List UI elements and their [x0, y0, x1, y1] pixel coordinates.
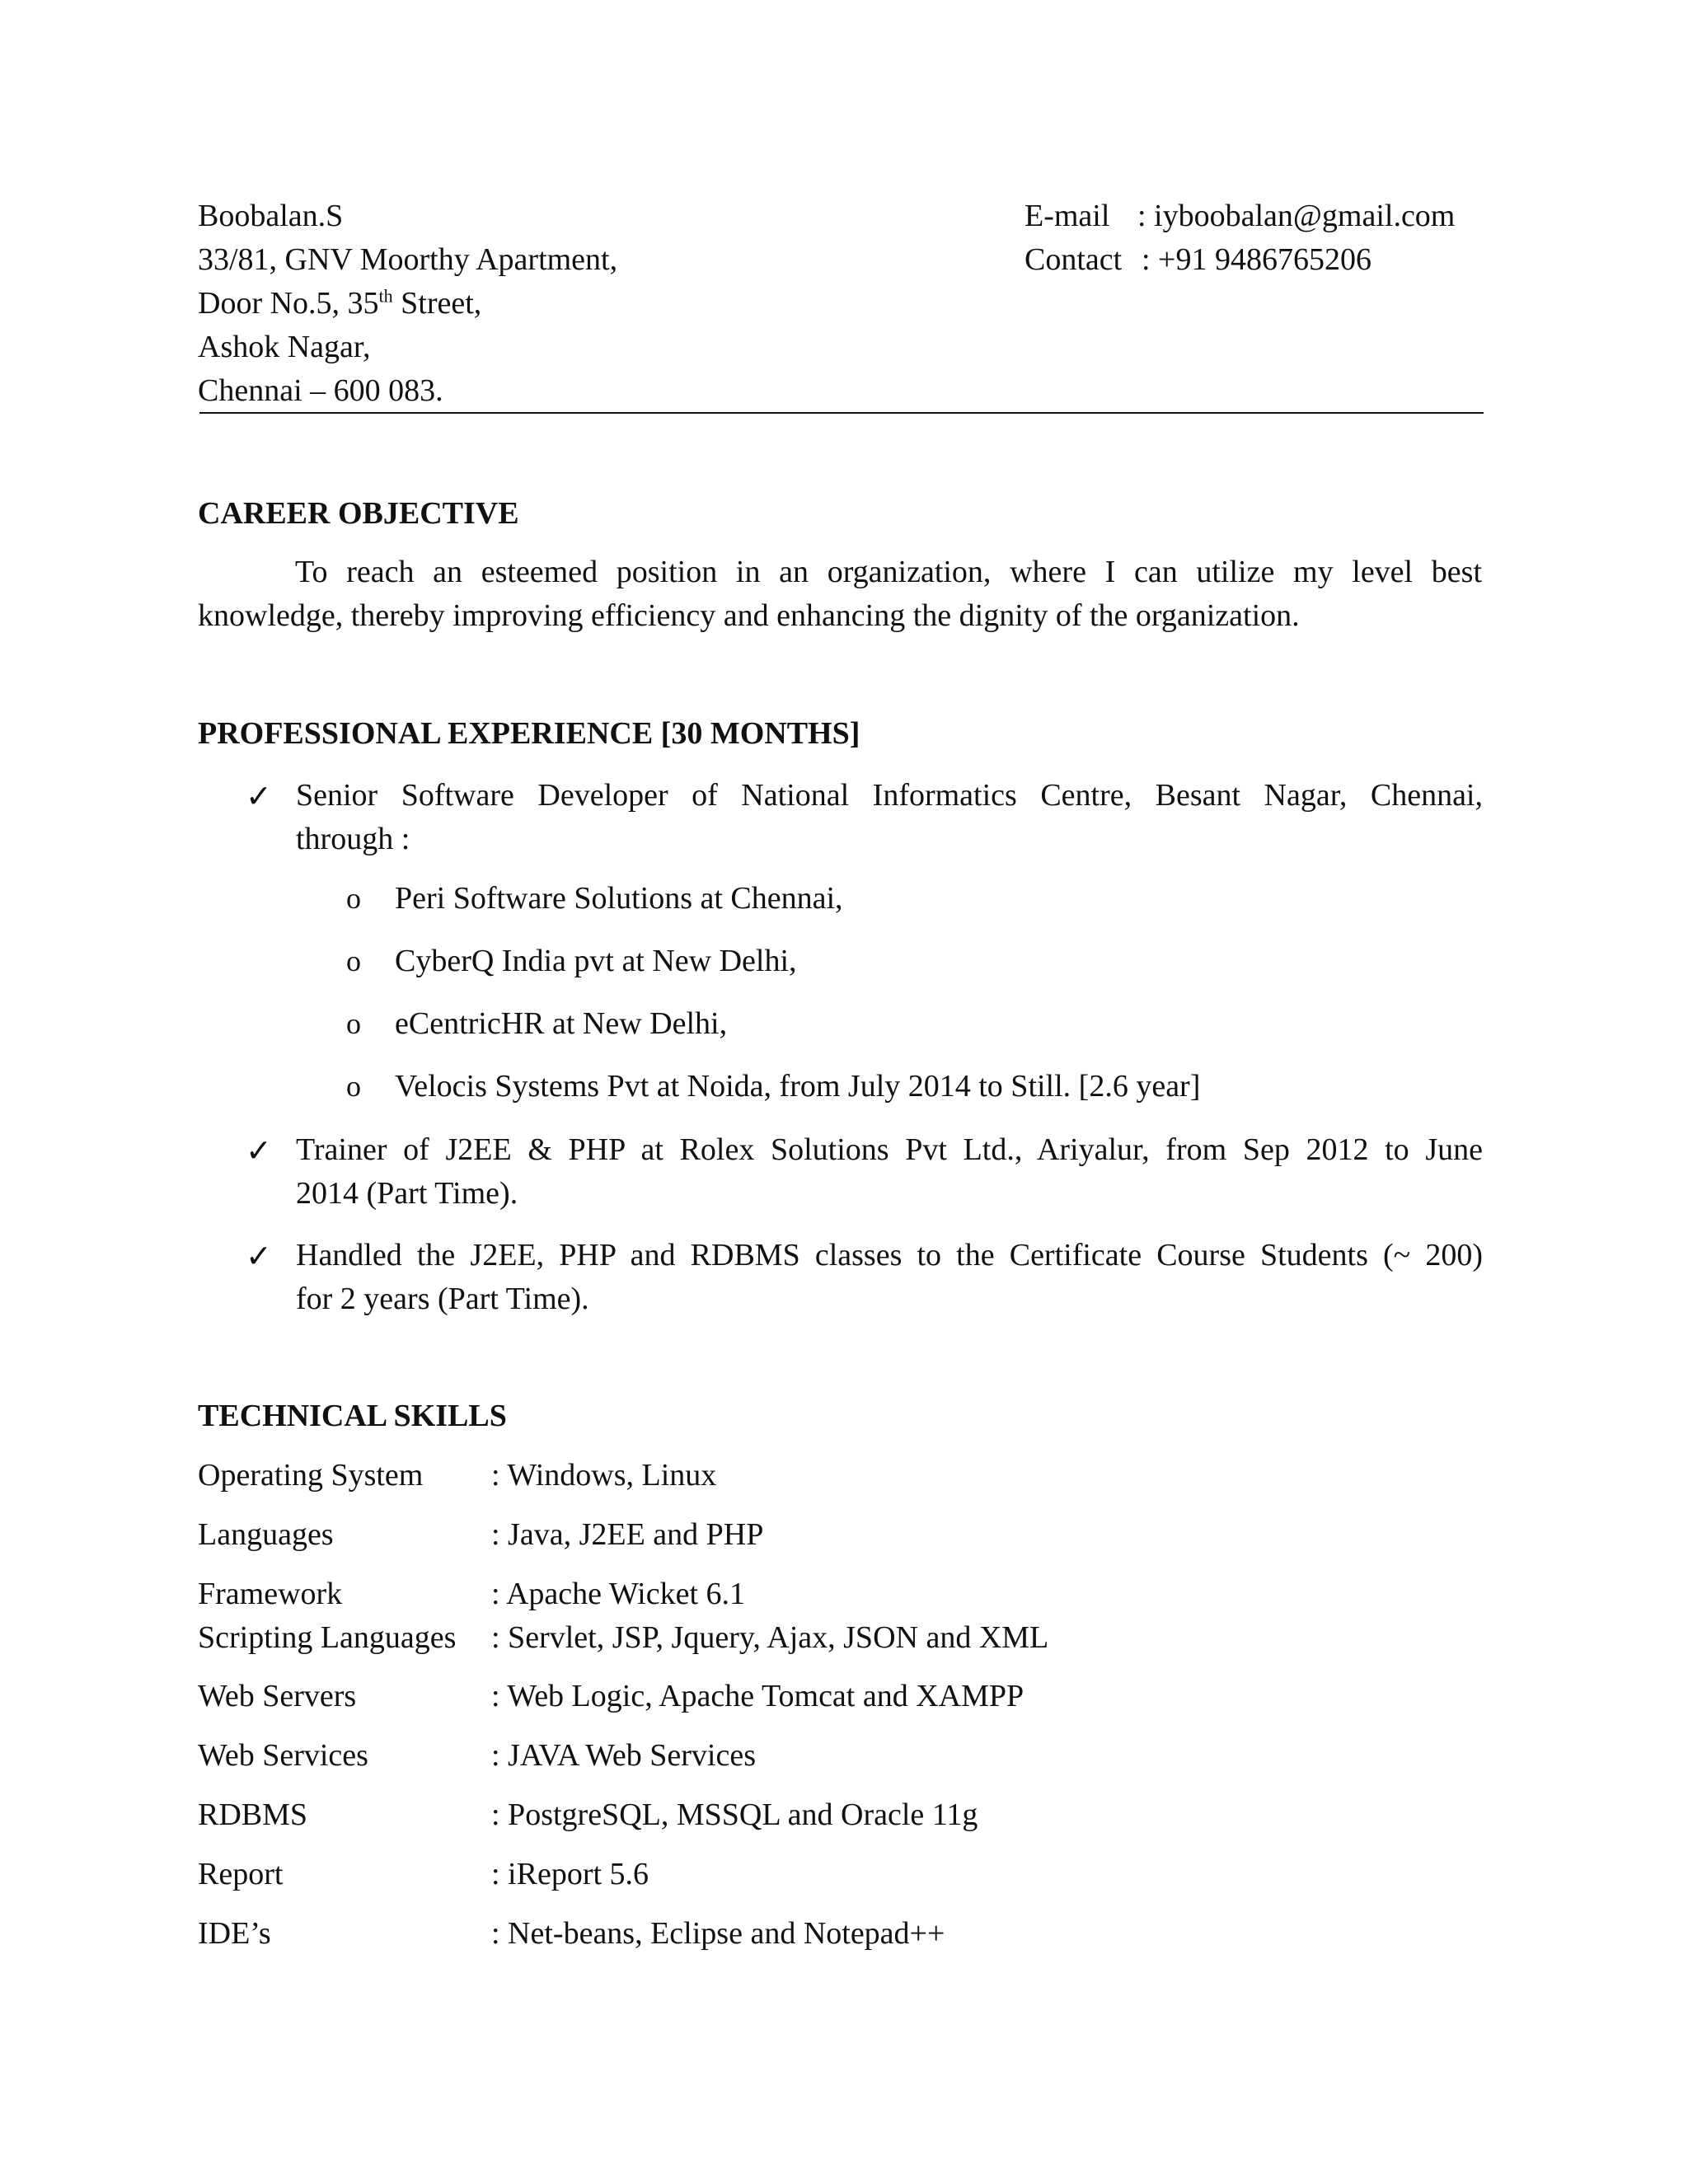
- skill-value: : iReport 5.6: [491, 1857, 649, 1891]
- career-objective-line-1: To reach an esteemed position in an organization, where I can utilize my level best: [295, 555, 1482, 589]
- bullet-circle-icon: o: [346, 1007, 361, 1040]
- skill-value: : Apache Wicket 6.1: [491, 1577, 746, 1611]
- contact-label: Contact: [1025, 242, 1123, 277]
- experience-item-3-line-1: Handled the J2EE, PHP and RDBMS classes to the Certificate Course Students (~ 200): [296, 1238, 1483, 1272]
- contact-value: : +91 9486765206: [1142, 242, 1372, 277]
- experience-sub-item: eCentricHR at New Delhi,: [395, 1006, 728, 1041]
- skill-label: Web Services: [198, 1738, 368, 1773]
- address-line-1: 33/81, GNV Moorthy Apartment,: [198, 242, 618, 277]
- address-line-2: Door No.5, 35th Street,: [198, 285, 482, 321]
- address-line-3: Ashok Nagar,: [198, 330, 371, 364]
- skill-label: Scripting Languages: [198, 1620, 457, 1655]
- skill-value: : Net-beans, Eclipse and Notepad++: [491, 1916, 945, 1951]
- experience-heading: PROFESSIONAL EXPERIENCE [30 MONTHS]: [198, 716, 860, 751]
- address-line-4: Chennai – 600 083.: [198, 373, 443, 408]
- experience-item-3-line-2: for 2 years (Part Time).: [296, 1282, 589, 1316]
- career-objective-line-2: knowledge, thereby improving efficiency and enhancing the dignity of the organization.: [198, 598, 1300, 633]
- experience-sub-item: Velocis Systems Pvt at Noida, from July 2014 to Still. [2.6 year]: [395, 1069, 1201, 1104]
- skill-value: : PostgreSQL, MSSQL and Oracle 11g: [491, 1797, 978, 1832]
- career-objective-heading: CAREER OBJECTIVE: [198, 496, 519, 531]
- skill-value: : Java, J2EE and PHP: [491, 1517, 764, 1552]
- candidate-name: Boobalan.S: [198, 199, 344, 233]
- experience-item-2-line-1: Trainer of J2EE & PHP at Rolex Solutions Pvt Ltd., Ariyalur, from Sep 2012 to June: [296, 1132, 1483, 1167]
- experience-item-2-line-2: 2014 (Part Time).: [296, 1176, 518, 1211]
- skill-value: : Servlet, JSP, Jquery, Ajax, JSON and XML: [491, 1620, 1049, 1655]
- skill-value: : Windows, Linux: [491, 1458, 717, 1493]
- skill-label: IDE’s: [198, 1916, 271, 1951]
- bullet-circle-icon: o: [346, 882, 361, 915]
- experience-sub-item: CyberQ India pvt at New Delhi,: [395, 944, 797, 978]
- skill-label: Report: [198, 1857, 284, 1891]
- bullet-circle-icon: o: [346, 1070, 361, 1103]
- skill-label: RDBMS: [198, 1797, 308, 1832]
- header-divider: [199, 412, 1484, 414]
- skill-label: Languages: [198, 1517, 334, 1552]
- skill-value: : Web Logic, Apache Tomcat and XAMPP: [491, 1679, 1025, 1713]
- skill-label: Framework: [198, 1577, 343, 1611]
- checkmark-icon: ✓: [246, 778, 272, 814]
- experience-sub-item: Peri Software Solutions at Chennai,: [395, 881, 843, 916]
- bullet-circle-icon: o: [346, 944, 361, 977]
- experience-item-1-line-1: Senior Software Developer of National Informatics Centre, Besant Nagar, Chennai,: [296, 778, 1483, 813]
- skill-value: : JAVA Web Services: [491, 1738, 757, 1773]
- email-value: : iyboobalan@gmail.com: [1137, 199, 1456, 233]
- checkmark-icon: ✓: [246, 1238, 272, 1274]
- skill-label: Web Servers: [198, 1679, 357, 1713]
- checkmark-icon: ✓: [246, 1132, 272, 1169]
- skill-label: Operating System: [198, 1458, 424, 1493]
- email-label: E-mail: [1025, 199, 1110, 233]
- experience-item-1-line-2: through :: [296, 822, 410, 856]
- technical-skills-heading: TECHNICAL SKILLS: [198, 1399, 507, 1433]
